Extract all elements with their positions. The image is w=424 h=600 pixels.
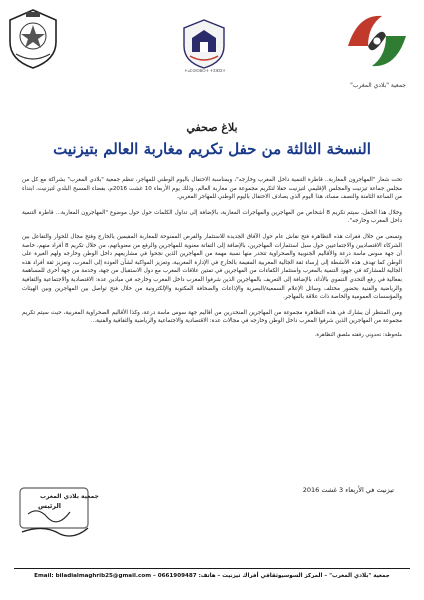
stamp-association: جمعية بلادي المغرب: [40, 493, 99, 500]
municipality-logo: [178, 16, 230, 74]
association-logo: [338, 6, 416, 76]
place-date: تيزنيت في الأربعاء 3 غشت 2016: [302, 486, 394, 494]
paragraph: تحت شعار "المهاجرون المغاربة.. قاطرة التنمية داخل المغرب وخارجه"، وبمناسبة الاحتفال باليوم الوطني للمهاجر، تنظم جمعية "بلادي المغرب" بشراكة مع كل من مجلس جماعة تيزنيت والمجلس الإقليمي لتيزنيت حفلا لتكريم مجموعة من مغاربة العالم، وذلك يوم الأربعاء 10 غشت 2016م، بفضاء المسبح البلدي لتيزنيت، ابتداء من الساعة الثامنة والنصف مساء، هذا اليوم الذي يصادف الاحتفال باليوم الوطني للمهاجر المغربي.: [22, 177, 402, 201]
crest-logo: [6, 8, 60, 70]
page-title: النسخة الثالثة من حفل تكريم مغاربة العالم بتيزنيت: [53, 140, 371, 158]
document-type: بلاغ صحفي: [186, 121, 238, 134]
note: ملحوظة: تحدوني رفقته ملصق التظاهرة.: [314, 331, 402, 338]
paragraph: وخلال هذا الحفل، سيتم تكريم 8 أشخاص من المهاجرين والمهاجرات المغاربة، بالإضافة إلى تداول الكلمات حول حول موضوع "المهاجرون المغاربة... قاطرة التنمية داخل المغرب وخارجه".: [22, 209, 402, 225]
body-text: [22, 176, 402, 347]
footer-contact: جمعية "بلادي المغرب" – المركز السوسيوثقافي أفراك تيزنيت – هاتف: 0661909487 – Email: biladialmaghrib25@gmail.com: [34, 573, 390, 579]
footer-divider: [14, 568, 410, 569]
association-name: جمعية "بلادي المغرب": [350, 82, 406, 89]
center-logo-caption: ⵜⴰⵎⵙⵙⵓⵔⵜ ⵜⵉⵣⵏⵉⵜ: [184, 68, 226, 73]
stamp-president: الرئيس: [38, 502, 61, 510]
paragraph: وتسعى من خلال فقرات هذه التظاهرة فتح نقاش عام حول الآفاق الجديدة للاستثمار والفرص الممنوحة للمغاربة المقيمين بالخارج وفتح مجال للحوار والتفاعل بين الشركاء الاقتصاديين والاجتماعيين حول سبل استثمارات المهاجرين، بالإضافة إلى التفاتة معنوية للمهاجرين والرفع من معنوياتهم، من خلال تكريم 8 أفراد منهم، خاصة أن جهة سوس ماسة درعة والأقاليم الجنوبية والصحراوية تتحدر منها نسبة مهمة من المهاجرين الذين نجحوا في مشاريعهم داخل الوطن وخارجه ولهم الغيرة على الوطن كما تهدف هذه الأنشطة إلى إرساء ثقة الجالية المغربية المقيمة بالخارج في الإدارة المغربية، وتعزيز المواكبة لشأن العودة إلى المغرب، وتعزيز ثقة أفراد هذه الجالية للمشاركة في جهود التنمية بالمغرب واستثمار الكفاءات من المهاجرين في تمتين علاقات المغرب مع دول الاستقبال من جهة، وخدمة من جهة أخرى للمساهمة بفعالية في رفع التحدي التنموي بالأداء، بالإضافة إلى التعريف بالمهاجرين الذين شرفوا المغرب داخل المغرب وخارجه في ميادين عدة: الاقتصادية والاجتماعية والثقافية والرياضية والفنية بحضور مختلف وسائل الإعلام السمعية/البصرية والإذاعات والصحافة المكتوبة والإلكترونية من خلال فتح تواصل بين المهاجرين وبين الهيئات والمؤسسات العمومية والخاصة ذات علاقة بالمهاجر.: [22, 233, 402, 301]
paragraph: ومن المنتظر أن يشارك في هذه التظاهرة مجموعة من المهاجرين المنحدرين من أقاليم جهة سوس ماسة درعة، وكذا الأقاليم الصحراوية المغربية، حيث سيتم تكريم مجموعة من المهاجرين الذين شرفوا المغرب داخل الوطن وخارجه في مجالات عدة: الاقتصادية والاجتماعية والرياضية والثقافية والفنية...: [22, 309, 402, 325]
